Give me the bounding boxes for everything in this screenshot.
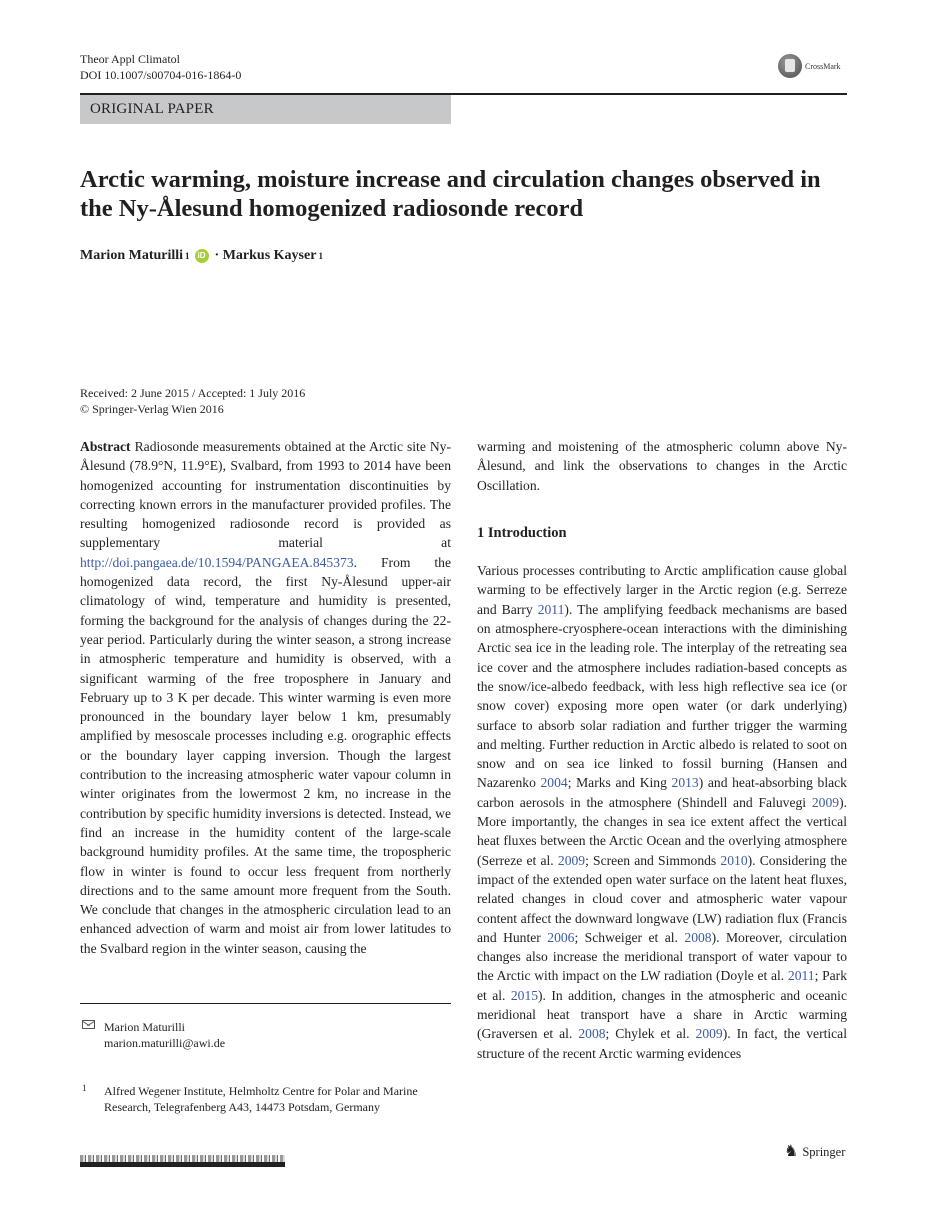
author-name[interactable]: Marion Maturilli: [80, 248, 184, 263]
citation-link[interactable]: 2015: [510, 987, 539, 1003]
author-separator: ·: [214, 248, 220, 263]
doi[interactable]: DOI 10.1007/s00704-016-1864-0: [80, 68, 242, 82]
contact-name: Marion Maturilli: [104, 1020, 185, 1034]
abstract-label: Abstract: [80, 439, 131, 454]
abstract: [80, 437, 451, 958]
envelope-icon: [82, 1020, 95, 1029]
orcid-icon[interactable]: iD: [195, 249, 209, 263]
affiliation-text: Alfred Wegener Institute, Helmholtz Centre for Polar and Marine Research, Telegrafenberg A43, 14473 Potsdam, Germany: [104, 1084, 418, 1114]
crossmark-badge[interactable]: [778, 54, 841, 78]
right-column: [477, 437, 847, 1063]
citation-link[interactable]: 2004: [540, 775, 568, 791]
corresponding-author: [104, 1019, 225, 1051]
publisher-name: Springer: [802, 1144, 846, 1159]
footer-barcode: [80, 1155, 285, 1167]
citation-link[interactable]: 2008: [578, 1026, 606, 1042]
citation-link[interactable]: 2011: [787, 968, 815, 984]
footnote-rule: [80, 1003, 451, 1004]
crossmark-label: CrossMark: [805, 61, 841, 71]
data-link[interactable]: http://doi.pangaea.de/10.1594/PANGAEA.845373: [80, 554, 354, 570]
springer-logo: [784, 1144, 845, 1160]
section-heading: 1 Introduction: [477, 524, 567, 541]
affiliation-marker: 1: [318, 251, 323, 261]
article-type-banner: ORIGINAL PAPER: [80, 95, 451, 124]
citation-link[interactable]: 2013: [671, 775, 699, 791]
abstract-text: . From the homogenized data record, the first Ny-Ålesund upper-air climatology of wind, temperature and humidity is presented, forming the background for the analysis of changes during the 22-year period. Particularly during the winter season, a strong increase in atmospheric temperature and humidity is observed, with a significant warming of the free troposphere in January and February up to 3 K per decade. This winter warming is even more pronounced in the boundary layer below 1 km, presumably amplified by mesoscale processes including e.g. orographic effects or the boundary layer capping inversion. Though the largest contribution to the increasing atmospheric water vapour column in winter originates from the lowermost 2 km, no increase in the contribution by specific humidity inversions is detected. Instead, we find an increase in the humidity content of the large-scale background humidity profiles. At the same time, the tropospheric flow in winter is found to occur less frequent from northerly directions and to the same amount more frequent from the South. We conclude that changes in the atmospheric circulation lead to an enhanced advection of warm and moist air from lower latitudes to the Svalbard region in the winter season, causing the: [80, 554, 451, 956]
abstract-text: Radiosonde measurements obtained at the Arctic site Ny-Ålesund (78.9°N, 11.9°E), Svalbard, from 1993 to 2014 have been homogenized accounting for instrumentation discontinuities by correcting known errors in the manufacturer provided profiles. The resulting homogenized radiosonde record is provided as supplementary material at: [80, 439, 451, 551]
citation-link[interactable]: 2009: [557, 852, 586, 868]
received-accepted: Received: 2 June 2015 / Accepted: 1 July 2016: [80, 386, 306, 400]
affiliation-number: 1: [82, 1083, 87, 1093]
introduction-paragraph: Various processes contributing to Arctic amplification cause global warming to be effectively larger in the Arctic region (e.g. Serreze and Barry 2011). The amplifying feedback mechanisms are based on atmosphere-cryosphere-ocean interactions with the diminishing Arctic sea ice in the leading role. The interplay of the retreating sea ice cover and the atmosphere includes radiation-based concepts as the snow/ice-albedo feedback, with less high reflective sea ice (or snow cover) exposing more open water (or dark underlying) surface to absorb solar radiation and further trigger the warming and melting. Further reduction in Arctic albedo is related to soot on snow and on sea ice linked to fossil burning (Hansen and Nazarenko 2004; Marks and King 2013) and heat-absorbing black carbon aerosols in the atmosphere (Shindell and Faluvegi 2009). More importantly, the changes in sea ice extent affect the vertical heat fluxes between the Arctic Ocean and the overlying atmosphere (Serreze et al. 2009; Screen and Simmonds 2010). Considering the impact of the extended open water surface on the latent heat fluxes, related changes in cloud cover and atmospheric water vapour content affect the downward longwave (LW) radiation flux (Francis and Hunter 2006; Schweiger et al. 2008). Moreover, circulation changes also increase the meridional transport of water vapour to the Arctic with impact on the LW radiation (Doyle et al. 2011; Park et al. 2015). In addition, changes in the atmospheric and oceanic meridional heat transport have a share in Arctic warming (Graversen et al. 2008; Chylek et al. 2009). In fact, the vertical structure of the recent Arctic warming evidences: [477, 563, 847, 1061]
affiliation-marker: 1: [185, 251, 190, 261]
author-list: [80, 248, 323, 264]
abstract-continuation: warming and moistening of the atmospheric column above Ny-Ålesund, and link the observations to changes in the Arctic Oscillation.: [477, 439, 847, 493]
citation-link[interactable]: 2010: [720, 852, 748, 868]
citation-link[interactable]: 2006: [547, 929, 575, 945]
citation-link[interactable]: 2009: [811, 794, 840, 810]
publication-dates: [80, 386, 305, 417]
contact-email[interactable]: marion.maturilli@awi.de: [104, 1036, 226, 1050]
paper-title: Arctic warming, moisture increase and circulation changes observed in the Ny-Ålesund homogenized radiosonde record: [80, 166, 821, 222]
citation-link[interactable]: 2009: [695, 1026, 723, 1042]
author-name[interactable]: Markus Kayser: [222, 248, 317, 263]
crossmark-icon: [778, 54, 802, 78]
springer-horse-icon: ♞: [784, 1143, 799, 1160]
citation-link[interactable]: 2008: [684, 929, 712, 945]
citation-link[interactable]: 2011: [537, 601, 565, 617]
journal-name: Theor Appl Climatol: [80, 52, 180, 66]
copyright: © Springer-Verlag Wien 2016: [80, 401, 224, 416]
